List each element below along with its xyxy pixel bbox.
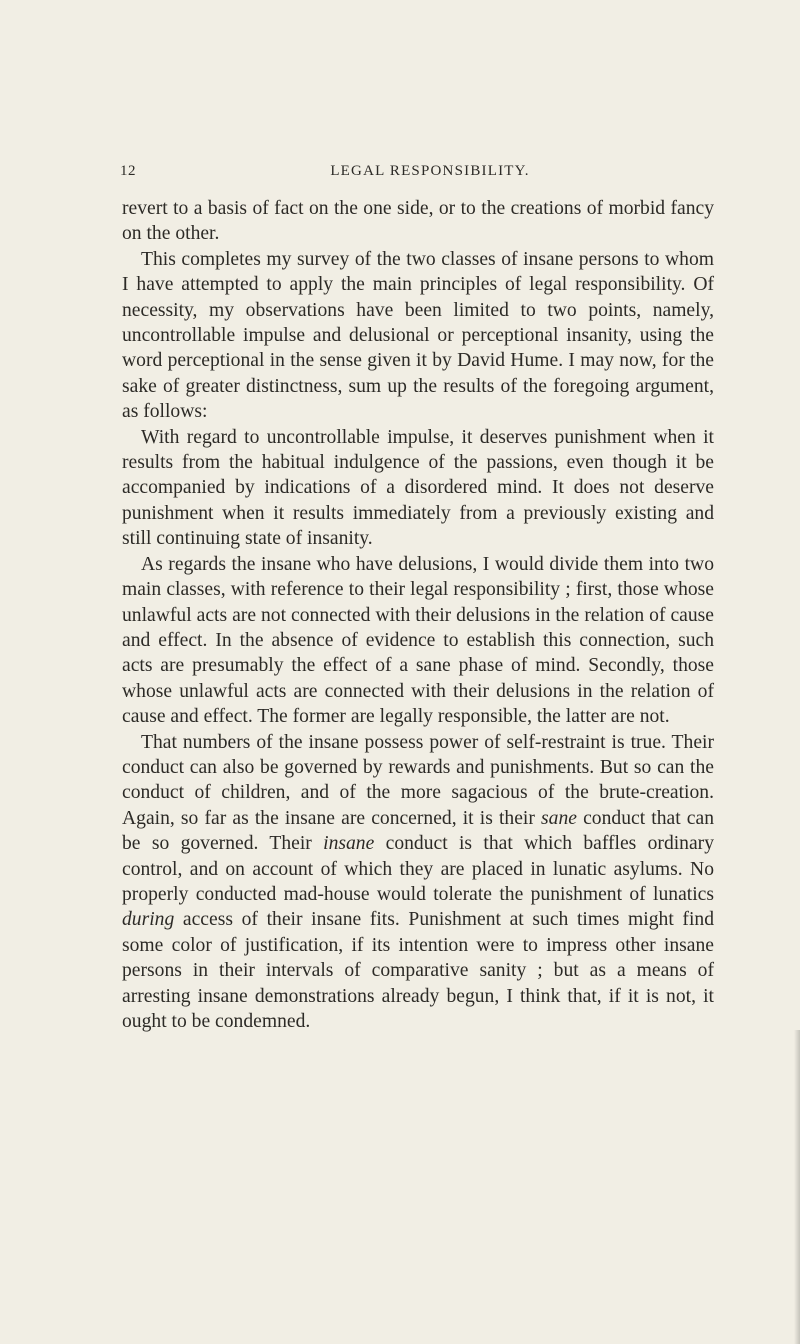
text-run: conduct is that which baffles ordinary control, and on account of which they are placed in lunatic asylums. No properly conducted mad-house would tolerate the punishment of lunatics bbox=[122, 833, 714, 905]
page-header bbox=[120, 163, 740, 183]
paragraph: With regard to uncontrollable impulse, it deserves punishment when it results from the habitual indulgence of the passions, even though it be accompanied by indications of a disordered mind. It does not deserve punishment when it results immediately from a previously existing and still continuing state of insanity. bbox=[122, 426, 714, 550]
page-number: 12 bbox=[120, 163, 136, 179]
text-run: access of their insane fits. Punishment at such times might find some color of justification, if its intention were to impress other insane persons in their intervals of comparative sanity ; but as a means of arresting insane demonstrations already begun, I think that, if it is not, it ought to be condemned. bbox=[122, 909, 714, 1032]
running-title: LEGAL RESPONSIBILITY. bbox=[330, 163, 530, 179]
text-run: conduct that can be so governed. Their bbox=[122, 807, 714, 855]
paragraph: revert to a basis of fact on the one side, or to the creations of morbid fancy on the other. bbox=[122, 198, 714, 245]
body-text bbox=[122, 196, 714, 1034]
paragraph: This completes my survey of the two classes of insane persons to whom I have attempted to apply the main principles of legal responsibility. Of necessity, my observations have been limited to two points, namely, uncontrollable impulse and delusional or perceptional insanity, using the word perceptional in the sense given it by David Hume. I may now, for the sake of greater distinctness, sum up the results of the foregoing argument, as follows: bbox=[122, 248, 714, 423]
italic-word: sane bbox=[541, 807, 577, 829]
italic-word: insane bbox=[323, 833, 375, 855]
italic-word: during bbox=[122, 909, 175, 931]
paragraph bbox=[122, 730, 714, 1035]
page-edge-shadow bbox=[794, 1030, 800, 1344]
text-run: That numbers of the insane possess power of self-restraint is true. Their conduct can also be governed by rewards and punishments. But so can the conduct of children, and of the more sagacious of the brute-creation. Again, so far as the insane are concerned, it is their bbox=[122, 731, 714, 829]
paragraph: As regards the insane who have delusions, I would divide them into two main classes, with reference to their legal responsibility ; first, those whose unlawful acts are not connected with their delusions in the relation of cause and effect. In the absence of evidence to establish this connection, such acts are presumably the effect of a sane phase of mind. Secondly, those whose unlawful acts are connected with their delusions in the relation of cause and effect. The former are legally responsible, the latter are not. bbox=[122, 553, 714, 728]
